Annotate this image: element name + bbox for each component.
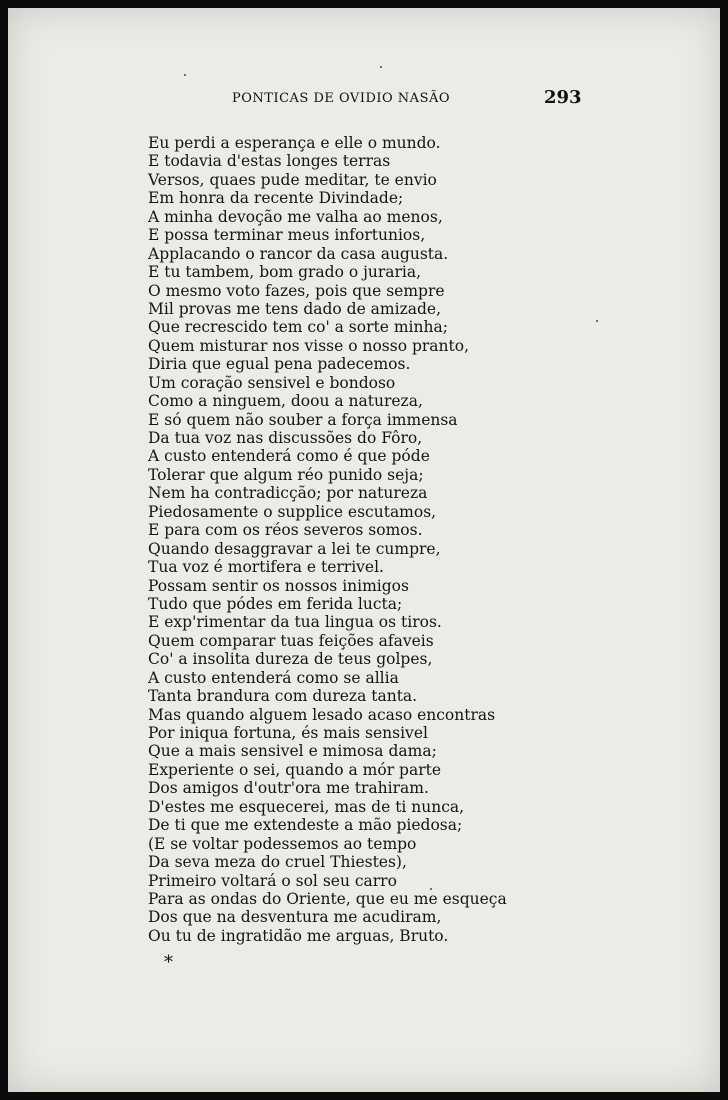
poem-line: Tolerar que algum réo punido seja; — [148, 465, 424, 484]
poem-line: Tudo que pódes em ferida lucta; — [148, 594, 403, 613]
poem-line: E exp'rimentar da tua lingua os tiros. — [148, 613, 442, 632]
running-title: PONTICAS DE OVIDIO NASÃO — [232, 91, 451, 106]
poem-line: A custo entenderá como se allia — [148, 668, 399, 687]
poem-line: Versos, quaes pude meditar, te envio — [148, 170, 437, 189]
poem-line: E só quem não souber a força immensa — [148, 410, 458, 429]
poem-line: Quem misturar nos visse o nosso pranto, — [148, 336, 469, 355]
poem-line: Ou tu de ingratidão me arguas, Bruto. — [148, 926, 449, 945]
poem-line: Da tua voz nas discussões do Fôro, — [148, 429, 423, 447]
poem-line: Tua voz é mortifera e terrivel. — [148, 558, 384, 577]
poem-line: Quando desaggravar a lei te cumpre, — [148, 539, 441, 558]
poem-line: Em honra da recente Divindade; — [148, 189, 404, 208]
poem-line: D'estes me esquecerei, mas de ti nunca, — [148, 797, 465, 816]
poem-line: (E se voltar podessemos ao tempo — [148, 834, 417, 853]
poem-line: Tanta brandura com dureza tanta. — [148, 687, 418, 706]
footer-asterisk: * — [164, 952, 173, 973]
scan-speck — [380, 66, 382, 68]
poem-line: Mas quando alguem lesado acaso encontras — [148, 705, 496, 724]
book-page — [8, 8, 720, 1092]
poem-line: Nem ha contradicção; por natureza — [148, 484, 428, 503]
poem-line: A minha devoção me valha ao menos, — [148, 207, 443, 226]
scan-speck — [596, 320, 598, 322]
poem-line: Para as ondas do Oriente, que eu me esqueça — [148, 889, 507, 908]
poem-line: A custo entenderá como é que póde — [148, 447, 430, 466]
poem-line: Um coração sensivel e bondoso — [148, 373, 396, 392]
poem-text — [148, 134, 507, 945]
poem-line: Que recrescido tem co' a sorte minha; — [148, 318, 448, 337]
page-number: 293 — [544, 87, 582, 108]
poem-line: Possam sentir os nossos inimigos — [148, 576, 409, 595]
poem-line: E todavia d'estas longes terras — [148, 152, 391, 171]
poem-line: Piedosamente o supplice escutamos, — [148, 502, 437, 521]
poem-line: Como a ninguem, doou a natureza, — [148, 392, 423, 411]
poem-line: Dos que na desventura me acudiram, — [148, 908, 442, 927]
poem-line: Eu perdi a esperança e elle o mundo. — [148, 134, 441, 152]
poem-line: E possa terminar meus infortunios, — [148, 226, 426, 245]
poem-line: Co' a insolita dureza de teus golpes, — [148, 650, 433, 669]
poem-line: Da seva meza do cruel Thiestes), — [148, 853, 407, 872]
poem-line: Experiente o sei, quando a mór parte — [148, 760, 442, 779]
poem-line: Por iniqua fortuna, és mais sensivel — [148, 724, 428, 742]
poem-line: E para com os réos severos somos. — [148, 521, 423, 540]
page-header — [8, 87, 720, 115]
poem-line: Primeiro voltará o sol seu carro — [148, 871, 397, 890]
poem-line: Diria que egual pena padecemos. — [148, 355, 411, 374]
poem-line: De ti que me extendeste a mão piedosa; — [148, 816, 463, 835]
poem-line: E tu tambem, bom grado o juraria, — [148, 263, 422, 282]
poem-line: Mil provas me tens dado de amizade, — [148, 299, 442, 318]
poem-line: Quem comparar tuas feições afaveis — [148, 631, 434, 650]
poem-line: Applacando o rancor da casa augusta. — [148, 244, 449, 263]
scan-speck — [184, 74, 186, 76]
poem-line: Que a mais sensivel e mimosa dama; — [148, 742, 437, 761]
poem-line: Dos amigos d'outr'ora me trahiram. — [148, 779, 429, 798]
poem-line: O mesmo voto fazes, pois que sempre — [148, 281, 445, 300]
scan-speck — [430, 888, 432, 890]
